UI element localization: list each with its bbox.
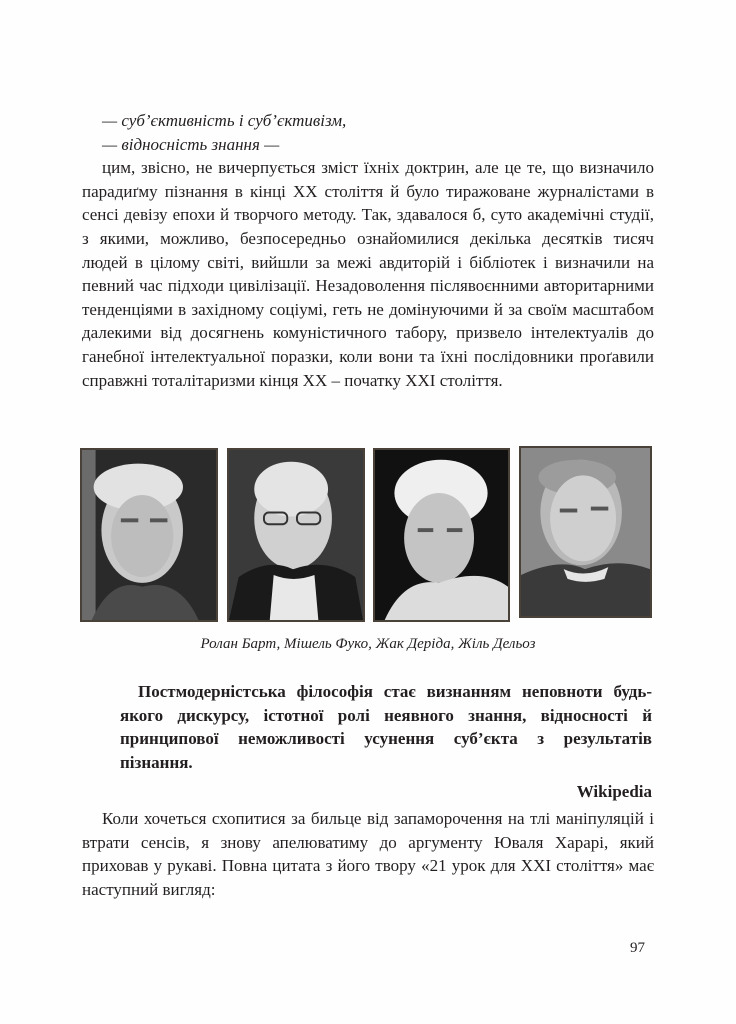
photo-michel-foucault bbox=[227, 448, 365, 622]
outro-paragraph: Коли хочеться схопитися за бильце від запаморочення на тлі маніпуляцій і втрати сенсів, я знову апелюватиму до аргументу Юваля Харарі, який приховав у рукаві. Повна цитата з його твору «21 урок для XXI століття» має наступний вигляд: bbox=[82, 809, 654, 899]
epigraph-quote bbox=[120, 680, 652, 804]
page-number: 97 bbox=[630, 940, 645, 956]
photo-gilles-deleuze bbox=[519, 446, 652, 618]
outro-section bbox=[82, 807, 654, 901]
quote-text: Постмодерністська філософія стає визнанням неповноти будь-якого дискурсу, істотної ролі неявного знання, відносності й принципової неможливості усунення суб’єкта з результатів пізнання. bbox=[120, 682, 652, 772]
photo-roland-barthes bbox=[80, 448, 218, 622]
portrait-image bbox=[521, 448, 650, 616]
quote-source: Wikipedia bbox=[576, 782, 652, 802]
philosopher-photos bbox=[80, 446, 656, 622]
intro-section bbox=[82, 109, 654, 392]
portrait-image bbox=[82, 450, 216, 620]
list-line: — суб’єктивність і суб’єктивізм, bbox=[102, 111, 347, 130]
photo-jacques-derrida bbox=[373, 448, 510, 622]
photo-caption: Ролан Барт, Мішель Фуко, Жак Деріда, Жіль Дельоз bbox=[200, 636, 536, 652]
portrait-image bbox=[375, 450, 508, 620]
intro-paragraph: цим, звісно, не вичерпується зміст їхніх доктрин, але це те, що визначило парадиґму пізнання в кінці XX століття й було тиражоване журналістами в сенсі девізу епохи й творчого методу. Так, здавалося б, суто академічні студії, з якими, можливо, безпосередньо ознайомилися декілька десятків тисяч людей в цілому світі, вийшли за межі авдиторій і бібліотек і визначили на певний час підходи цивілізації. Незадоволення післявоєнними авторитарними тенденціями в західному соціумі, геть не домінуючими й за своїм масштабом далекими від досягнень комуністичного табору, призвело інтелектуалів до ганебної інтелектуальної поразки, коли вони та їхні послідовники проґавили справжні тоталітаризми кінця XX – початку XXI століття. bbox=[82, 158, 654, 390]
portrait-image bbox=[229, 450, 363, 620]
list-line: — відносність знання — bbox=[102, 134, 280, 154]
